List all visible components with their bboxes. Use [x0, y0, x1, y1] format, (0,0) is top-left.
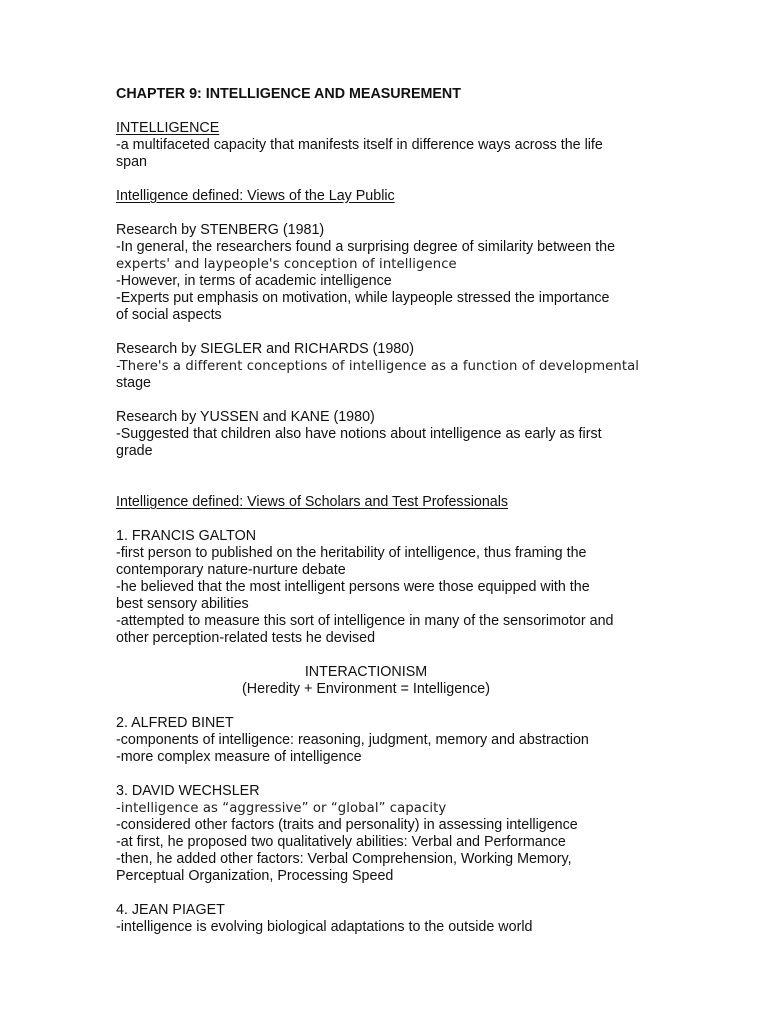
- piaget-line: -intelligence is evolving biological adaptations to the outside world: [116, 919, 533, 935]
- wechsler-line: -considered other factors (traits and personality) in assessing intelligence: [116, 817, 578, 833]
- interactionism-formula: (Heredity + Environment = Intelligence): [242, 681, 490, 697]
- galton-line: -attempted to measure this sort of intelligence in many of the sensorimotor and: [116, 613, 614, 629]
- binet-heading: 2. ALFRED BINET: [116, 715, 234, 731]
- binet-line: -components of intelligence: reasoning, judgment, memory and abstraction: [116, 732, 589, 748]
- interactionism-heading: INTERACTIONISM: [304, 664, 428, 680]
- stenberg-heading: Research by STENBERG (1981): [116, 222, 325, 238]
- stenberg-line: of social aspects: [116, 307, 222, 323]
- lay-public-heading: Intelligence defined: Views of the Lay Public: [116, 188, 395, 204]
- galton-line: contemporary nature-nurture debate: [116, 562, 346, 578]
- intelligence-definition-line: span: [116, 154, 148, 170]
- siegler-heading: Research by SIEGLER and RICHARDS (1980): [116, 341, 414, 357]
- siegler-line: -There's a different conceptions of intelligence as a function of developmental: [116, 359, 640, 374]
- wechsler-line: -then, he added other factors: Verbal Comprehension, Working Memory,: [116, 851, 572, 867]
- stenberg-line: -Experts put emphasis on motivation, while laypeople stressed the importance: [116, 290, 610, 306]
- galton-line: other perception-related tests he devised: [116, 630, 376, 646]
- wechsler-heading: 3. DAVID WECHSLER: [116, 783, 260, 799]
- galton-line: -first person to published on the heritability of intelligence, thus framing the: [116, 545, 587, 561]
- stenberg-line: -In general, the researchers found a surprising degree of similarity between the: [116, 239, 616, 255]
- yussen-line: -Suggested that children also have notions about intelligence as early as first: [116, 426, 602, 442]
- chapter-title: CHAPTER 9: INTELLIGENCE AND MEASUREMENT: [116, 86, 461, 102]
- galton-heading: 1. FRANCIS GALTON: [116, 528, 257, 544]
- stenberg-line: experts' and laypeople's conception of intelligence: [116, 257, 457, 272]
- scholars-heading: Intelligence defined: Views of Scholars and Test Professionals: [116, 494, 509, 510]
- galton-line: best sensory abilities: [116, 596, 249, 612]
- stenberg-line: -However, in terms of academic intelligence: [116, 273, 392, 289]
- intelligence-heading: INTELLIGENCE: [116, 120, 220, 136]
- piaget-heading: 4. JEAN PIAGET: [116, 902, 225, 918]
- document-page: [116, 86, 676, 936]
- binet-line: -more complex measure of intelligence: [116, 749, 362, 765]
- yussen-line: grade: [116, 443, 153, 459]
- siegler-line: stage: [116, 375, 151, 391]
- yussen-heading: Research by YUSSEN and KANE (1980): [116, 409, 375, 425]
- intelligence-definition-line: -a multifaceted capacity that manifests itself in difference ways across the life: [116, 137, 603, 153]
- wechsler-line: -intelligence as “aggressive” or “global” capacity: [116, 801, 447, 816]
- galton-line: -he believed that the most intelligent persons were those equipped with the: [116, 579, 590, 595]
- wechsler-line: -at first, he proposed two qualitatively abilities: Verbal and Performance: [116, 834, 566, 850]
- wechsler-line: Perceptual Organization, Processing Speed: [116, 868, 394, 884]
